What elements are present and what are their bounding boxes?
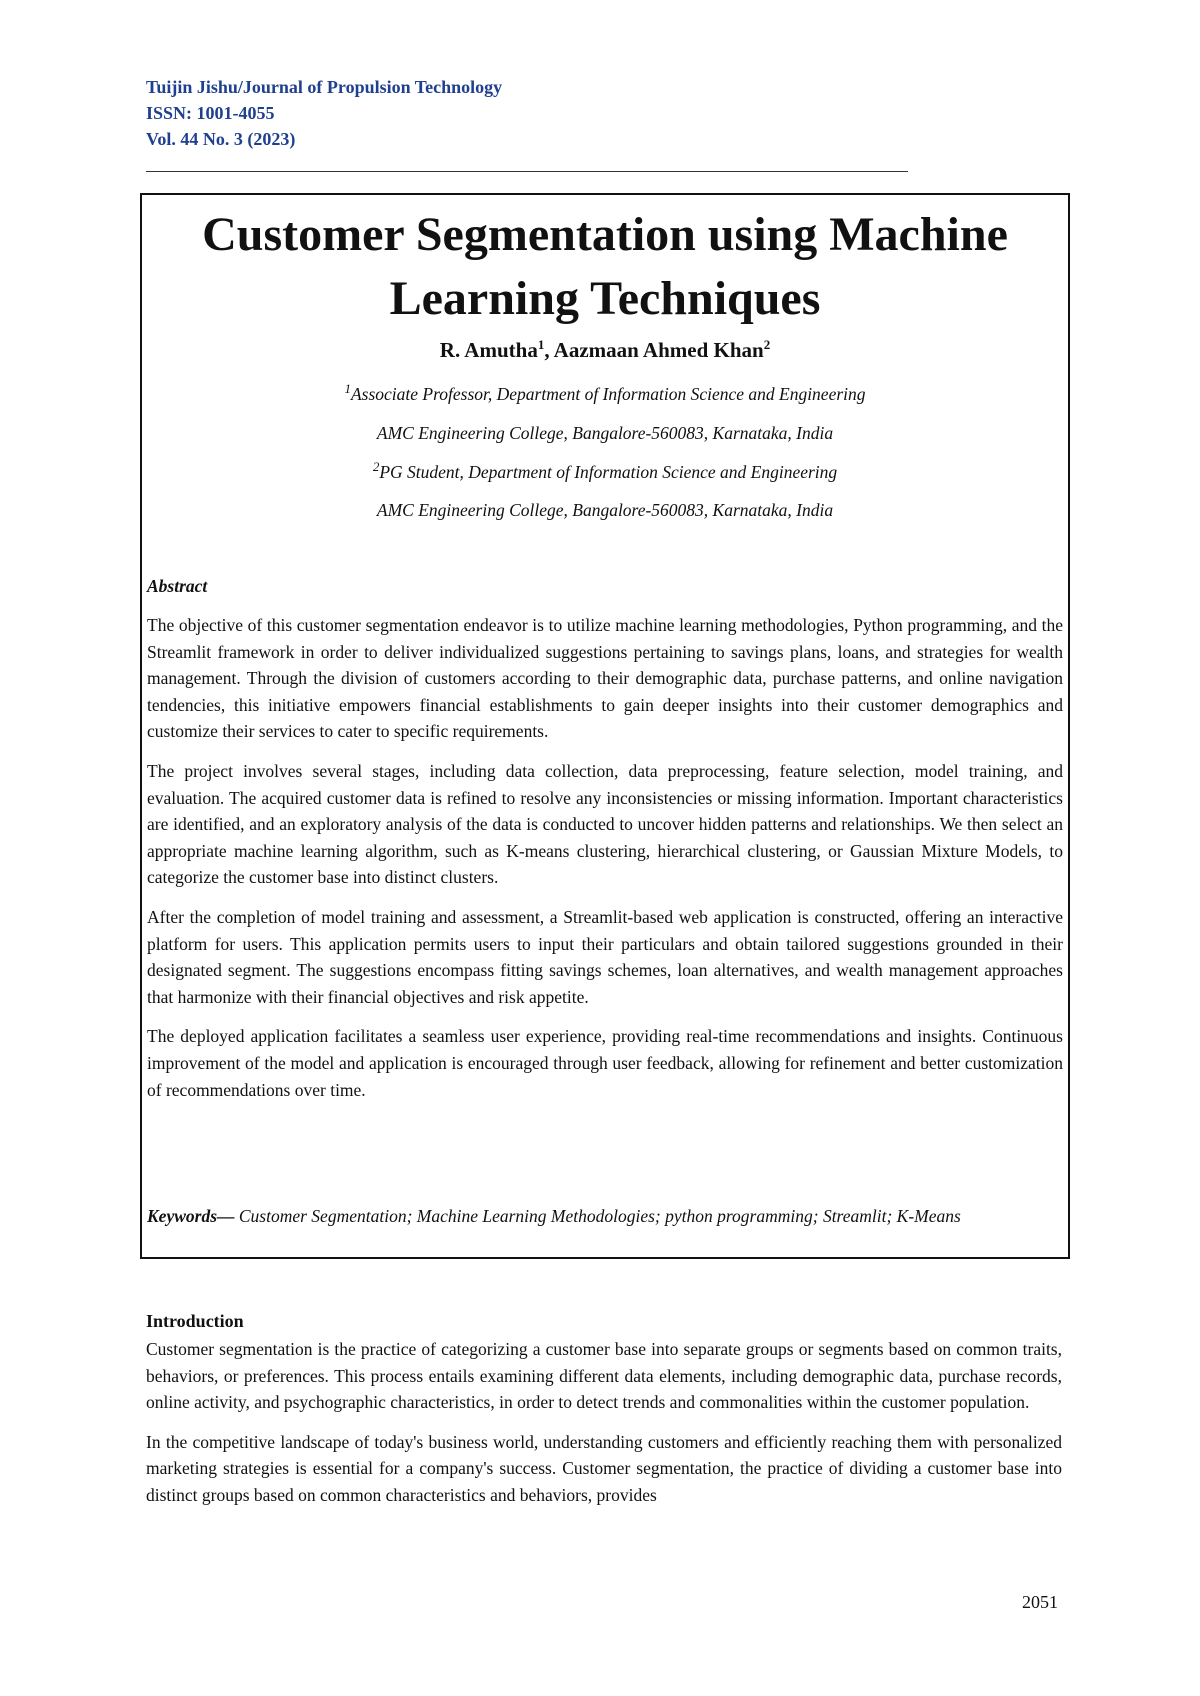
author-1-sup: 1 bbox=[537, 337, 545, 352]
page-number: 2051 bbox=[1022, 1592, 1058, 1612]
journal-issn: ISSN: 1001-4055 bbox=[146, 103, 275, 123]
title-abstract-box bbox=[140, 193, 1070, 1259]
affiliation-1-line-2: AMC Engineering College, Bangalore-560083, Karnataka, India bbox=[376, 423, 834, 443]
keywords-label: Keywords— bbox=[147, 1206, 235, 1226]
keywords-text: Customer Segmentation; Machine Learning Methodologies; python programming; Streamlit; K-Means bbox=[234, 1206, 961, 1226]
abstract-paragraph: The objective of this customer segmentation endeavor is to utilize machine learning methodologies, Python programming, and the Streamlit framework in order to deliver individualized suggestions pertaining to savings plans, loans, and strategies for wealth management. Through the division of customers according to their demographic data, purchase patterns, and online navigation tendencies, this initiative empowers financial establishments to gain deeper insights into their customer demographics and customize their services to cater to specific requirements. bbox=[147, 615, 1063, 742]
paper-title-line-2: Learning Techniques bbox=[389, 272, 821, 325]
introduction-body bbox=[146, 1336, 1062, 1522]
journal-header bbox=[146, 74, 502, 152]
paper-title bbox=[142, 203, 1068, 331]
affiliation-1-sup: 1 bbox=[344, 381, 351, 397]
journal-name: Tuijin Jishu/Journal of Propulsion Technology bbox=[146, 77, 503, 97]
affiliation-1-text: Associate Professor, Department of Information Science and Engineering bbox=[350, 384, 866, 404]
paper-title-line-1: Customer Segmentation using Machine bbox=[202, 208, 1008, 261]
introduction-paragraph: Customer segmentation is the practice of categorizing a customer base into separate groups or segments based on common traits, behaviors, or preferences. This process entails examining different data elements, including demographic data, purchase records, online activity, and psychographic characteristics, in order to detect trends and commonalities within the customer population. bbox=[146, 1339, 1062, 1413]
author-line bbox=[142, 335, 1068, 365]
affiliation-1-line-1 bbox=[142, 381, 1068, 407]
abstract-heading: Abstract bbox=[147, 576, 208, 596]
abstract-body bbox=[147, 612, 1063, 1116]
abstract-paragraph: The project involves several stages, including data collection, data preprocessing, feature selection, model training, and evaluation. The acquired customer data is refined to resolve any inconsistencies or missing information. Important characteristics are identified, and an exploratory analysis of the data is conducted to uncover hidden patterns and relationships. We then select an appropriate machine learning algorithm, such as K-means clustering, hierarchical clustering, or Gaussian Mixture Models, to categorize the customer base into distinct clusters. bbox=[147, 760, 1063, 888]
affiliation-2-line-1 bbox=[142, 459, 1068, 485]
abstract-paragraph: The deployed application facilitates a seamless user experience, providing real-time recommendations and insights. Continuous improvement of the model and application is encouraged through user feedback, allowing for refinement and better customization of recommendations over time. bbox=[147, 1026, 1063, 1100]
introduction-paragraph: In the competitive landscape of today's business world, understanding customers and efficiently reaching them with personalized marketing strategies is essential for a company's success. Customer segmentation, the practice of dividing a customer base into distinct groups based on common characteristics and behaviors, provides bbox=[146, 1431, 1062, 1505]
affiliation-2-line-2: AMC Engineering College, Bangalore-560083, Karnataka, India bbox=[376, 500, 834, 520]
author-separator: , bbox=[544, 338, 554, 362]
author-1: R. Amutha bbox=[439, 338, 538, 362]
keywords bbox=[147, 1203, 1063, 1230]
abstract-paragraph: After the completion of model training and assessment, a Streamlit-based web application is constructed, offering an interactive platform for users. This application permits users to input their particulars and obtain tailored suggestions grounded in their designated segment. The suggestions encompass fitting savings schemes, loan alternatives, and wealth management approaches that harmonize with their financial objectives and risk appetite. bbox=[147, 906, 1063, 1007]
author-2-sup: 2 bbox=[763, 337, 771, 352]
journal-volume: Vol. 44 No. 3 (2023) bbox=[146, 129, 296, 149]
header-rule bbox=[146, 171, 908, 172]
affiliation-2-text: PG Student, Department of Information Science and Engineering bbox=[379, 462, 838, 482]
author-2: Aazmaan Ahmed Khan bbox=[553, 338, 764, 362]
introduction-heading: Introduction bbox=[146, 1311, 244, 1331]
affiliation-2-sup: 2 bbox=[372, 459, 380, 475]
